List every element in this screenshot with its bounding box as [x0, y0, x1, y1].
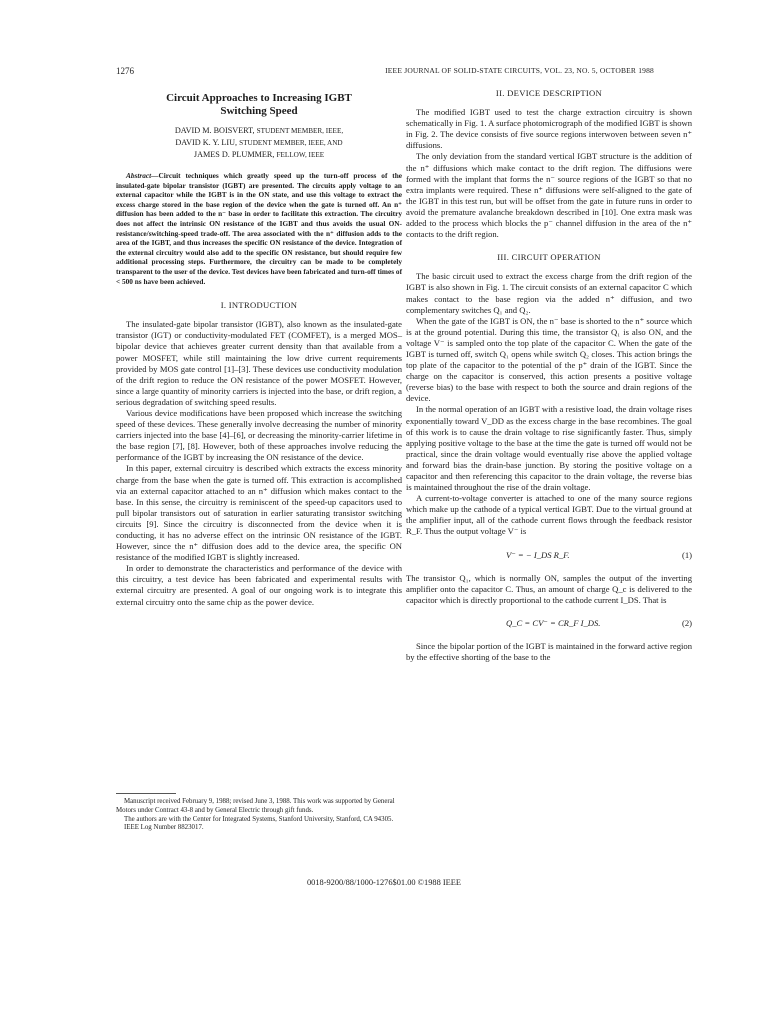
equation-2	[406, 618, 692, 629]
body-paragraph: In order to demonstrate the characteristics and performance of the device with this circuitry, a test device has been fabricated and experimental results with external circuitry are presented. A goal of our ongoing work is to integrate this external circuitry onto the same chip as the power device.	[116, 563, 402, 607]
page-number: 1276	[116, 66, 134, 76]
body-paragraph: The only deviation from the standard vertical IGBT structure is the addition of the n⁺ diffusions which make contact to the drift region. The diffusions were formed with the implant that forms the n⁻ source regions of the IGBT so that no extra implants were required. These n⁺ diffusions were self-aligned to the gate of the IGBT in this test run, but will be offset from the gate in future runs in order to avoid the premature avalanche breakdown described in [10]. One extra mask was added to the process which blocks the p⁻ channel diffusion in the area of the n⁺ contacts to the drift region.	[406, 151, 692, 240]
author-line-1	[116, 125, 402, 137]
body-paragraph: The basic circuit used to extract the excess charge from the drift region of the IGBT is also shown in Fig. 1. The circuit consists of an external capacitor C which makes contact to the base region via the added n⁺ diffusion, and two complementary switches Q₁ and Q₂.	[406, 271, 692, 315]
author-role: STUDENT MEMBER, IEEE, AND	[239, 139, 343, 147]
author-name: JAMES D. PLUMMER,	[193, 150, 275, 159]
footnote: Manuscript received February 9, 1988; revised June 3, 1988. This work was supported by General Motors under Contract 43-8 and by General Electric through gift funds.	[116, 798, 395, 814]
abstract-label: Abstract	[126, 171, 152, 180]
author-name: DAVID M. BOISVERT,	[174, 126, 255, 135]
footnote-divider	[116, 793, 176, 794]
title-line-1: Circuit Approaches to Increasing IGBT	[166, 92, 352, 104]
author-role: FELLOW, IEEE	[276, 151, 325, 159]
equation-2-body: Q_C = CV⁻ = CR_F I_DS.	[506, 617, 601, 628]
author-name: DAVID K. Y. LIU,	[175, 138, 238, 147]
body-paragraph: The insulated-gate bipolar transistor (IGBT), also known as the insulated-gate transistor (IGT) or conductivity-modulated FET (COMFET), is a merged MOS–bipolar device that achieves greater current density than that available from a power MOSFET, while still maintaining the low drive current requirements provided by MOS gate control [1]–[3]. These devices use conductivity modulation of the drift region to reduce the ON resistance of the power MOSFET. However, since a large quantity of minority carriers is injected into the base, or drift region, a serious degradation of switching speed results.	[116, 319, 402, 407]
section-heading-circuit: III. CIRCUIT OPERATION	[497, 252, 601, 263]
footnote: The authors are with the Center for Integrated Systems, Stanford University, Stanford, CA 94305.	[124, 815, 394, 823]
equation-1-body: V⁻ = − I_DS R_F.	[506, 549, 570, 560]
author-role: STUDENT MEMBER, IEEE,	[256, 127, 344, 135]
footnotes	[116, 798, 402, 833]
body-paragraph: Since the bipolar portion of the IGBT is maintained in the forward active region by the effective shorting of the base to the	[406, 641, 692, 663]
body-paragraph: The transistor Q₁, which is normally ON, samples the output of the inverting amplifier onto the capacitor C. Thus, an amount of charge Q_c is delivered to the capacitor which is directly proportional to the cathode current I_DS. That is	[406, 572, 692, 605]
body-paragraph: In this paper, external circuitry is described which extracts the excess minority charge from the base when the gate is turned off. This extraction is accomplished via an external capacitor attached to an n⁺ diffusion which makes contact to the base. In this sense, the circuitry is reminiscent of the speed-up capacitors used to pull bipolar transistors out of saturation in earlier saturating transistor switching circuits [9]. Since the circuitry is disconnected from the device when it is conducting, it has no adverse effect on the intrinsic ON resistance of the IGBT. However, since the n⁺ diffusion does add to the device area, the specific ON resistance of the modified IGBT is slightly increased.	[116, 463, 402, 563]
footnote: IEEE Log Number 8823017.	[124, 824, 204, 832]
section-heading-introduction: I. INTRODUCTION	[220, 300, 298, 311]
body-paragraph: A current-to-voltage converter is attached to one of the many source regions which make up the cathode of a typical vertical IGBT. Due to the virtual ground at the amplifier input, all of the cathode current flows through the feedback resistor R_F. Thus the output voltage V⁻ is	[406, 493, 692, 537]
right-column	[406, 88, 692, 663]
section-heading-device: II. DEVICE DESCRIPTION	[495, 88, 603, 98]
abstract	[116, 171, 402, 286]
body-paragraph: When the gate of the IGBT is ON, the n⁻ base is shorted to the n⁺ source which is at the ground potential. During this time, the transistor Q₁ is also ON, and the voltage V⁻ is sampled onto the top plate of the capacitor C. When the gate of the IGBT is turned off, switch Q₁ opens while switch Q₂ closes. This action brings the top plate of the capacitor to the potential of the p⁺ drain of the IGBT. Since the charge on the capacitor is conserved, this action presents a positive voltage (reverse bias) to the base with respect to both the source and drain regions of the device.	[406, 315, 692, 404]
author-line-3	[116, 149, 402, 161]
author-line-2	[116, 137, 402, 149]
journal-header: IEEE JOURNAL OF SOLID-STATE CIRCUITS, VOL. 23, NO. 5, OCTOBER 1988	[385, 66, 654, 75]
paper-title	[116, 92, 402, 118]
equation-2-number: (2)	[681, 617, 692, 628]
left-column	[116, 88, 402, 608]
copyright-footer: 0018-9200/88/1000-1276$01.00 ©1988 IEEE	[306, 878, 462, 887]
equation-1	[406, 550, 692, 561]
author-list	[116, 125, 402, 161]
body-paragraph: The modified IGBT used to test the charge extraction circuitry is shown schematically in Fig. 1. A surface photomicrograph of the modified IGBT is shown in Fig. 2. The device consists of five source regions interwoven between seven n⁺ diffusions.	[406, 107, 692, 151]
title-line-2: Switching Speed	[220, 105, 298, 117]
body-paragraph: Various device modifications have been proposed which increase the switching speed of these devices. These generally involve decreasing the number of minority carriers injected into the base [4]–[6], or decreasing the minority-carrier lifetime in the base region [7], [8]. However, both of these approaches involve reducing the performance of the IGBT by increasing the ON resistance of the device.	[116, 407, 402, 463]
abstract-text: —Circuit techniques which greatly speed up the turn-off process of the insulated-gate bipolar transistor (IGBT) are presented. The circuits apply voltage to an external capacitor while the IGBT is in the ON state, and use this voltage to extract the excess charge stored in the base region of the device when the gate is turned off. An n⁺ diffusion has been added to the n⁻ base in order to facilitate this extraction. The circuitry does not affect the intrinsic ON resistance of the IGBT and thus avoids the usual ON-resistance/switching-speed trade-off. The area associated with the n⁺ diffusion adds to the area of the IGBT, and thus increases the specific ON resistance of the device. Integration of the external circuitry would also add to the specific ON resistance, but should require few additional processing steps. Furthermore, the circuitry can be made to be completely transparent to the user of the device. Test devices have been fabricated and turn-off times of < 500 ns have been achieved.	[116, 171, 402, 286]
body-paragraph: In the normal operation of an IGBT with a resistive load, the drain voltage rises exponentially toward V_DD as the excess charge in the base recombines. The goal of this work is to cause the drain voltage to rise significantly faster. Thus, simply applying positive voltage to the base at the time the gate is turned off would not be practical, since the drain voltage would eventually rise above the applied voltage and forward bias the drain-base junction. By storing the positive voltage on a capacitor and then referencing this capacitor to the drain voltage, the reverse bias is maintained throughout the rise of the drain voltage.	[406, 404, 692, 493]
equation-1-number: (1)	[681, 549, 692, 560]
